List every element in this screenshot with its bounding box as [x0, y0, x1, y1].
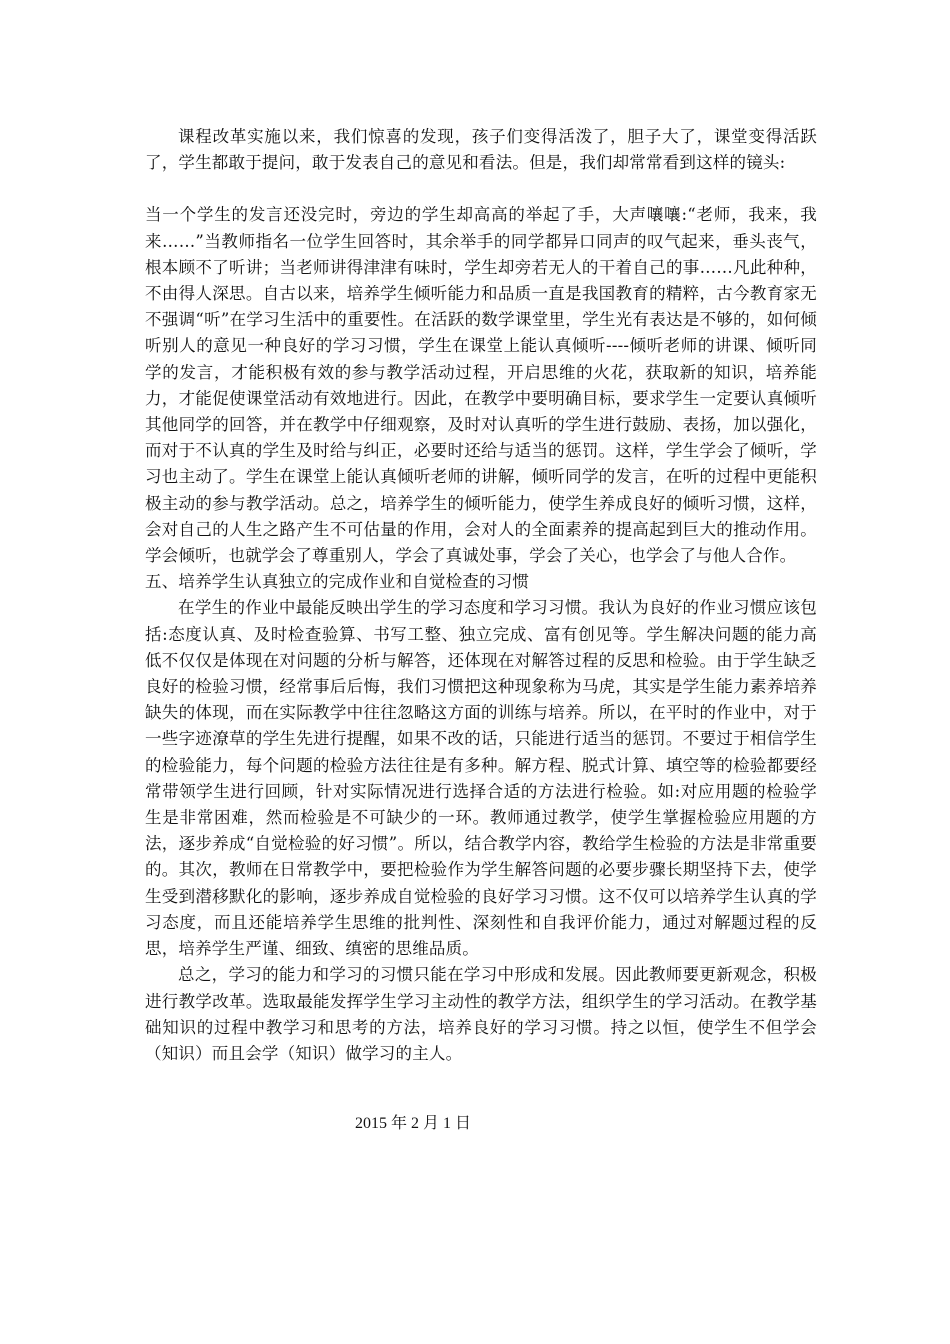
document-date: 2015 年 2 月 1 日	[355, 1115, 472, 1133]
paragraph-gap	[145, 1067, 817, 1093]
section-heading: 五、培养学生认真独立的完成作业和自觉检查的习惯	[145, 572, 530, 592]
intro-paragraph: 课程改革实施以来，我们惊喜的发现，孩子们变得活泼了，胆子大了，课堂变得活跃了，学生都敢于提问，敢于发表自己的意见和看法。但是，我们却常常看到这样的镜头:	[145, 127, 817, 173]
conclusion-paragraph: 总之，学习的能力和学习的习惯只能在学习中形成和发展。因此教师要更新观念，积极进行教学改革。选取最能发挥学生学习主动性的教学方法，组织学生的学习活动。在教学基础知识的过程中教学习和思考的方法，培养良好的学习习惯。持之以恒，使学生不但学会（知识）而且会学（知识）做学习的主人。	[145, 965, 817, 1063]
homework-paragraph: 在学生的作业中最能反映出学生的学习态度和学习习惯。我认为良好的作业习惯应该包括:态度认真、及时检查验算、书写工整、独立完成、富有创见等。学生解决问题的能力高低不仅仅是体现在对问题的分析与解答，还体现在对解答过程的反思和检验。由于学生缺乏良好的检验习惯，经常事后后悔，我们习惯把这种现象称为马虎，其实是学生能力素养培养缺失的体现，而在实际教学中往往忽略这方面的训练与培养。所以，在平时的作业中，对于一些字迹潦草的学生先进行提醒，如果不改的话，只能进行适当的惩罚。不要过于相信学生的检验能力，每个问题的检验方法往往是有多种。解方程、脱式计算、填空等的检验都要经常带领学生进行回顾，针对实际情况进行选择合适的方法进行检验。如:对应用题的检验学生是非常困难，然而检验是不可缺少的一环。教师通过教学，使学生掌握检验应用题的方法，逐步养成“自觉检验的好习惯”。所以，结合教学内容，教给学生检验的方法是非常重要的。其次，教师在日常教学中，要把检验作为学生解答问题的必要步骤长期坚持下去，使学生受到潜移默化的影响，逐步养成自觉检验的良好学习习惯。这不仅可以培养学生认真的学习态度，而且还能培养学生思维的批判性、深刻性和自我评价能力，通过对解题过程的反思，培养学生严谨、细致、缜密的思维品质。	[145, 598, 817, 959]
paragraph-gap	[145, 176, 817, 202]
document-page	[145, 124, 817, 1137]
listening-paragraph: 当一个学生的发言还没完时，旁边的学生却高高的举起了手，大声嚷嚷:“老师，我来，我来……”当教师指名一位学生回答时，其余举手的同学都异口同声的叹气起来，垂头丧气，根本顾不了听讲；当老师讲得津津有味时，学生却旁若无人的干着自己的事……凡此种种，不由得人深思。自古以来，培养学生倾听能力和品质一直是我国教育的精粹，古今教育家无不强调“听”在学习生活中的重要性。在活跃的数学课堂里，学生光有表达是不够的，如何倾听别人的意见一种良好的学习习惯，学生在课堂上能认真倾听----倾听老师的讲课、倾听同学的发言，才能积极有效的参与教学活动过程，开启思维的火花，获取新的知识，培养能力，才能促使课堂活动有效地进行。因此，在教学中要明确目标，要求学生一定要认真倾听其他同学的回答，并在教学中仔细观察，及时对认真听的学生进行鼓励、表扬，加以强化，而对于不认真的学生及时给与纠正，必要时还给与适当的惩罚。这样，学生学会了倾听，学习也主动了。学生在课堂上能认真倾听老师的讲解，倾听同学的发言，在听的过程中更能积极主动的参与教学活动。总之，培养学生的倾听能力，使学生养成良好的倾听习惯，这样，会对自己的人生之路产生不可估量的作用，会对人的全面素养的提高起到巨大的推动作用。学会倾听，也就学会了尊重别人，学会了真诚处事，学会了关心，也学会了与他人合作。	[145, 205, 817, 566]
